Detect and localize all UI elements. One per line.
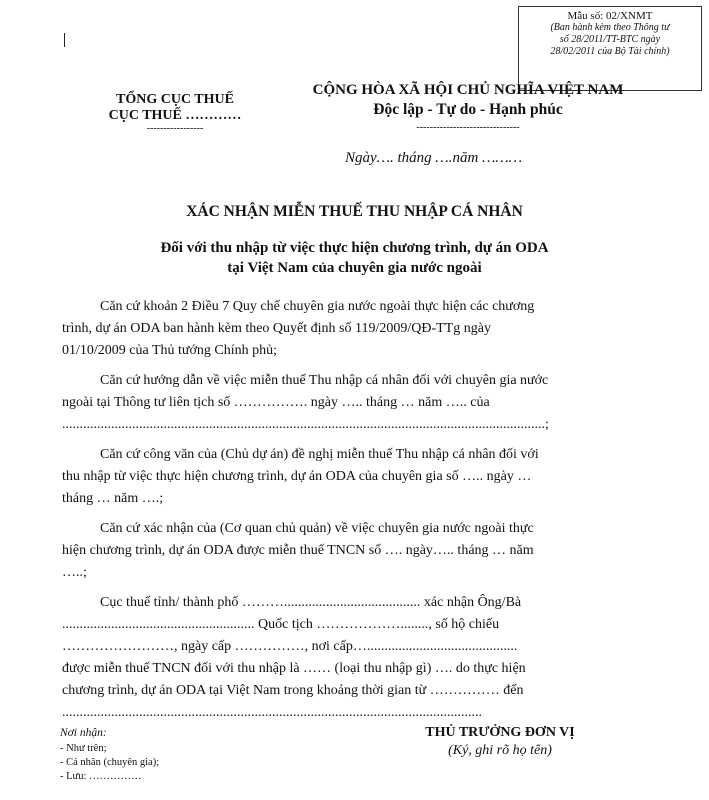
- paragraph-managing-agency-confirmation: [62, 518, 646, 584]
- recipients-block: [60, 726, 320, 784]
- paragraph-line: được miễn thuế TNCN đối với thu nhập là …… (loại thu nhập gì) …. do thực hiện: [62, 661, 526, 676]
- paragraph-line: tháng … năm ….;: [62, 491, 164, 506]
- motto-underline: -------------------------------: [416, 122, 520, 133]
- recipient-item: - Lưu: ……………: [60, 771, 142, 782]
- agency-underline: -----------------: [146, 123, 204, 134]
- paragraph-line: ngoài tại Thông tư liên tịch số ……………. ngày ….. tháng … năm ….. của: [62, 395, 490, 410]
- paragraph-legal-basis-decision: [62, 296, 646, 362]
- recipient-item: - Cá nhân (chuyên gia);: [60, 757, 160, 768]
- form-note-line: số 28/2011/TT-BTC ngày: [559, 34, 661, 45]
- form-number-box: [518, 6, 702, 91]
- paragraph-line: hiện chương trình, dự án ODA được miễn thuế TNCN số …. ngày….. tháng … năm: [62, 543, 534, 558]
- form-code: Mẫu số: 02/XNMT: [567, 10, 653, 22]
- agency-line-1: TỔNG CỤC THUẾ: [116, 92, 234, 107]
- form-note-line: 28/02/2011 của Bộ Tài chính): [550, 46, 670, 57]
- signature-note: (Ký, ghi rõ họ tên): [448, 743, 552, 758]
- paragraph-line: …..;: [62, 565, 87, 580]
- national-header: [278, 80, 658, 134]
- paragraph-line: Căn cứ hướng dẫn về việc miễn thuế Thu nhập cá nhân đối với chuyên gia nước: [100, 373, 549, 388]
- paragraph-line: trình, dự án ODA ban hành kèm theo Quyết định số 119/2009/QĐ-TTg ngày: [62, 321, 491, 336]
- paragraph-line: Cục thuế tỉnh/ thành phố ………....................................... xác nhận Ông/Bà: [100, 595, 522, 610]
- paragraph-line: Căn cứ khoản 2 Điều 7 Quy chế chuyên gia nước ngoài thực hiện các chương: [100, 299, 535, 314]
- paragraph-line: chương trình, dự án ODA tại Việt Nam trong khoảng thời gian từ …………… đến: [62, 683, 524, 698]
- agency-line-2: CỤC THUẾ …………: [108, 108, 242, 123]
- paragraph-line: thu nhập từ việc thực hiện chương trình, dự án ODA của chuyên gia số ….. ngày …: [62, 469, 532, 484]
- country-name: CỘNG HÒA XÃ HỘI CHỦ NGHĨA VIỆT NAM: [312, 82, 624, 98]
- national-motto: Độc lập - Tự do - Hạnh phúc: [373, 101, 563, 118]
- recipient-item: - Như trên;: [60, 743, 107, 754]
- agency-header: [60, 92, 290, 134]
- document-body: [62, 296, 646, 732]
- paragraph-line: ....................................................... Quốc tịch ………………........, số hộ chiếu: [62, 617, 500, 632]
- form-note-line: (Ban hành kèm theo Thông tư: [550, 22, 670, 33]
- paragraph-confirmation: [62, 592, 646, 724]
- recipients-heading: Nơi nhận:: [60, 727, 107, 739]
- paragraph-legal-basis-circular: [62, 370, 646, 436]
- subtitle-line: Đối với thu nhập từ việc thực hiện chương trình, dự án ODA: [160, 240, 549, 256]
- date-line: Ngày…. tháng ….năm ………: [345, 150, 523, 166]
- document-subtitle: [0, 238, 709, 278]
- paragraph-line: ..........................................................................................................................................;: [62, 417, 549, 432]
- text-cursor: [64, 33, 65, 47]
- paragraph-line: Căn cứ xác nhận của (Cơ quan chủ quản) về việc chuyên gia nước ngoài thực: [100, 521, 534, 536]
- signature-block: [390, 724, 610, 760]
- subtitle-line: tại Việt Nam của chuyên gia nước ngoài: [227, 260, 482, 276]
- document-title: XÁC NHẬN MIỄN THUẾ THU NHẬP CÁ NHÂN: [186, 203, 523, 220]
- paragraph-line: Căn cứ công văn của (Chủ dự án) đề nghị miễn thuế Thu nhập cá nhân đối với: [100, 447, 539, 462]
- paragraph-line: ……………………, ngày cấp ……………, nơi cấp…...........................................: [62, 639, 518, 654]
- paragraph-line: ........................................................................................................................: [62, 705, 482, 720]
- paragraph-project-owner-request: [62, 444, 646, 510]
- signatory-title: THỦ TRƯỞNG ĐƠN VỊ: [425, 725, 575, 740]
- paragraph-line: 01/10/2009 của Thủ tướng Chính phủ;: [62, 343, 278, 358]
